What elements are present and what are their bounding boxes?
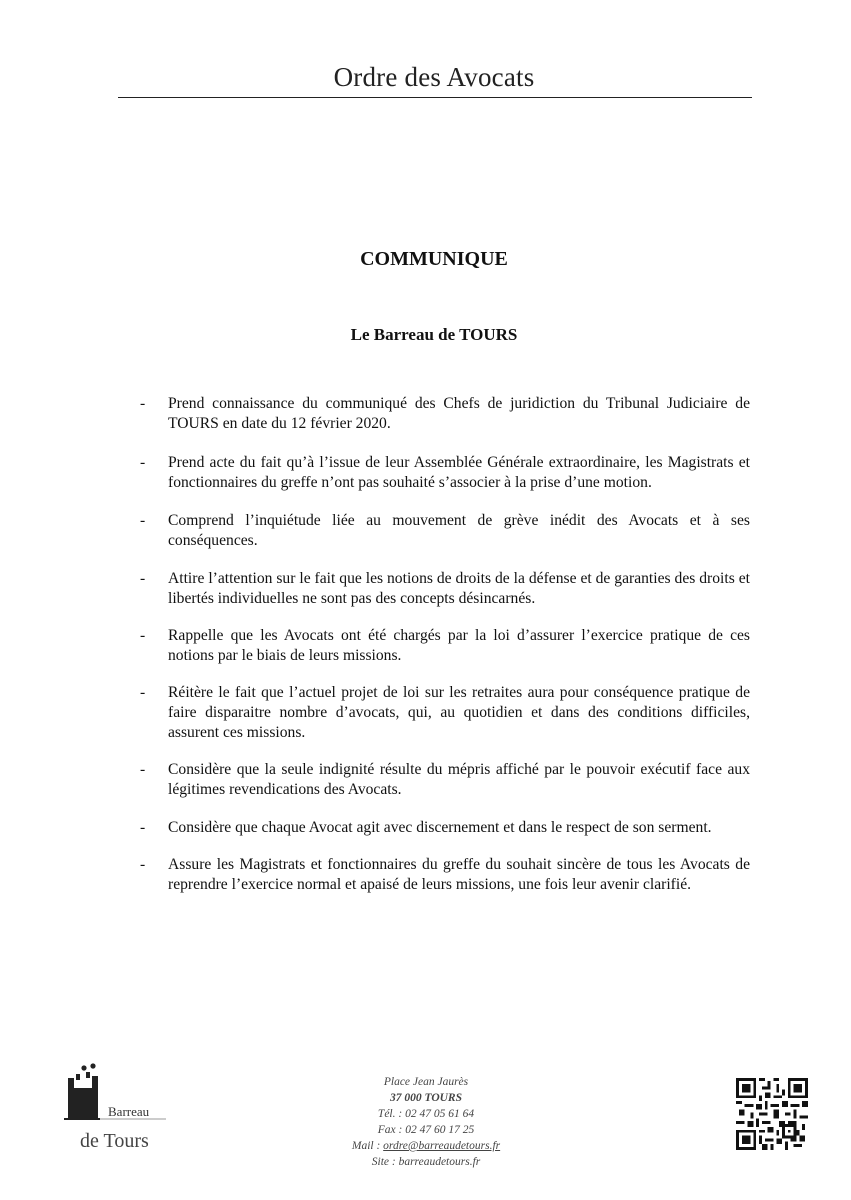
logo-word-de-tours: de Tours xyxy=(80,1130,149,1152)
bullet-dash: - xyxy=(140,761,146,778)
address-site: Site : barreaudetours.fr xyxy=(371,1156,481,1168)
list-item-text: Considère que chaque Avocat agit avec discernement et dans le respect de son serment. xyxy=(168,819,712,836)
list-item xyxy=(130,453,750,493)
address-line2: 37 000 TOURS xyxy=(390,1092,462,1104)
list-item-text: Prend acte du fait qu’à l’issue de leur Assemblée Générale extraordinaire, les Magistrats et fonctionnaires du greffe n’ont pas souhaité s’associer à la prise d’une motion. xyxy=(168,454,750,491)
list-item xyxy=(130,569,750,609)
list-item-text: Attire l’attention sur le fait que les notions de droits de la défense et de garanties des droits et libertés individuelles ne sont pas des concepts désincarnés. xyxy=(168,570,750,607)
bullet-dash: - xyxy=(140,512,146,529)
mail-link[interactable]: ordre@barreaudetours.fr xyxy=(383,1140,501,1152)
address-mail-row xyxy=(300,1138,552,1154)
bullet-dash: - xyxy=(140,570,146,587)
list-item-text: Considère que la seule indignité résulte du mépris affiché par le pouvoir exécutif face aux légitimes revendications des Avocats. xyxy=(168,761,750,798)
bullet-dash: - xyxy=(140,819,146,836)
header-rule xyxy=(118,97,752,98)
bullet-dash: - xyxy=(140,684,146,701)
logo-word-barreau: Barreau xyxy=(108,1104,150,1119)
list-item-text: Prend connaissance du communiqué des Chefs de juridiction du Tribunal Judiciaire de TOURS en date du 12 février 2020. xyxy=(168,395,750,432)
list-item xyxy=(130,818,750,838)
document-subtitle: Le Barreau de TOURS xyxy=(350,325,518,344)
list-item-text: Comprend l’inquiétude liée au mouvement de grève inédit des Avocats et à ses conséquences. xyxy=(168,512,750,549)
barreau-logo xyxy=(56,1062,176,1162)
list-item xyxy=(130,855,750,895)
list-item xyxy=(130,394,750,434)
qr-code-icon xyxy=(736,1078,808,1150)
bullet-dash: - xyxy=(140,627,146,644)
footer-address xyxy=(300,1074,552,1170)
list-item xyxy=(130,683,750,743)
list-item-text: Assure les Magistrats et fonctionnaires du greffe du souhait sincère de tous les Avocats de reprendre l’exercice normal et apaisé de leurs missions, une fois leur avenir clarifié. xyxy=(168,856,750,893)
bullet-dash: - xyxy=(140,395,146,412)
list-item xyxy=(130,511,750,551)
document-title: COMMUNIQUE xyxy=(360,248,508,270)
list-item xyxy=(130,626,750,666)
mail-label: Mail : xyxy=(351,1140,384,1152)
address-fax: Fax : 02 47 60 17 25 xyxy=(377,1124,475,1136)
header-title: Ordre des Avocats xyxy=(333,62,535,92)
address-tel: Tél. : 02 47 05 61 64 xyxy=(377,1108,475,1120)
list-item-text: Réitère le fait que l’actuel projet de loi sur les retraites aura pour conséquence pratique de faire disparaitre nombre d’avocats, qui, au quotidien et dans des conditions difficiles, assurent ces missions. xyxy=(168,684,750,741)
list-item xyxy=(130,760,750,800)
list-item-text: Rappelle que les Avocats ont été chargés par la loi d’assurer l’exercice pratique de ces notions par le biais de leurs missions. xyxy=(168,627,750,664)
address-line1: Place Jean Jaurès xyxy=(383,1076,469,1088)
bullet-dash: - xyxy=(140,856,146,873)
bullet-dash: - xyxy=(140,454,146,471)
